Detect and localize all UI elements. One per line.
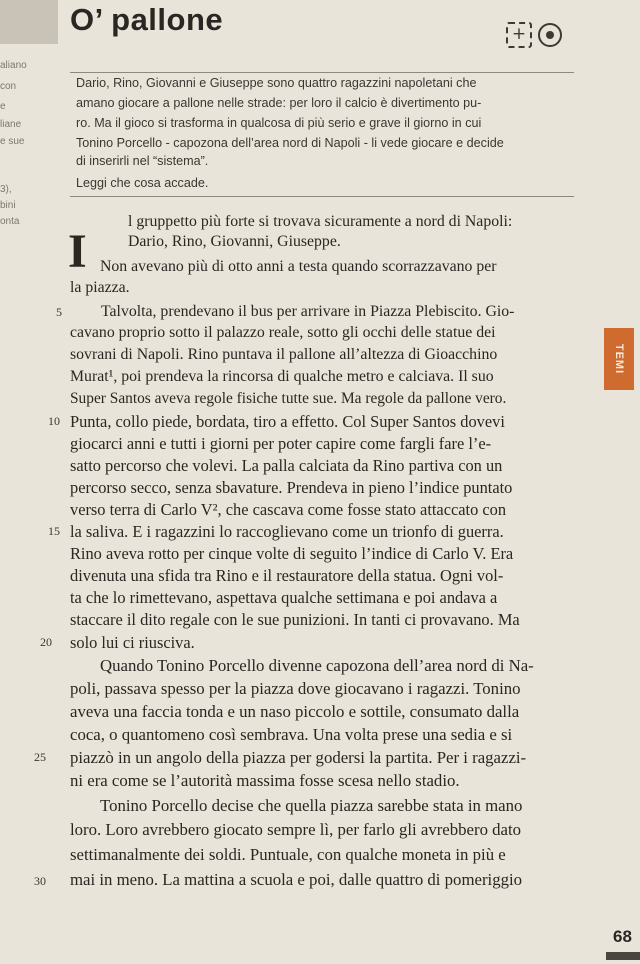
text-line: Non avevano più di otto anni a testa quando scorrazzavano per xyxy=(100,258,497,275)
text-line: satto percorso che volevi. La palla calciata da Rino partiva con un xyxy=(70,456,503,475)
margin-fragment: 3), xyxy=(0,184,12,195)
page-title: O’ pallone xyxy=(70,2,224,37)
text-line: Quando Tonino Porcello divenne capozona dell’area nord di Na- xyxy=(100,656,534,675)
intro-line: ro. Ma il gioco si trasforma in qualcosa di più serio e grave il giorno in cui xyxy=(76,116,482,130)
text-line: coca, o quantomeno così sembrava. Una volta prese una sedia e si xyxy=(70,725,513,744)
margin-fragment: e xyxy=(0,101,6,112)
audio-icon xyxy=(538,23,562,47)
margin-fragment: onta xyxy=(0,216,20,227)
text-line: aveva una faccia tonda e un naso piccolo e sottile, consumato dalla xyxy=(70,702,520,721)
intro-line: di inserirli nel “sistema”. xyxy=(76,154,209,168)
intro-line: amano giocare a pallone nelle strade: per loro il calcio è divertimento pu- xyxy=(76,96,482,110)
line-number: 30 xyxy=(34,874,46,888)
section-tab xyxy=(604,328,634,390)
page-number: 68 xyxy=(613,927,632,946)
page-footer-bar xyxy=(606,952,640,960)
intro-top-rule xyxy=(70,72,574,73)
text-line: la saliva. E i ragazzini lo raccoglievano come un trionfo di guerra. xyxy=(70,522,504,541)
margin-fragment: aliano xyxy=(0,60,27,71)
text-line: staccare il dito regale con le sue punizioni. In tanti ci provavano. Ma xyxy=(70,610,520,629)
text-line: verso terra di Carlo V², che cascava come fosse stato attaccato con xyxy=(70,500,507,519)
text-line: Dario, Rino, Giovanni, Giuseppe. xyxy=(128,233,341,250)
text-line: piazzò in un angolo della piazza per godersi la partita. Per i ragazzi- xyxy=(70,748,527,767)
text-line: Tonino Porcello decise che quella piazza sarebbe stata in mano xyxy=(100,796,523,815)
text-line: Talvolta, prendevano il bus per arrivare in Piazza Plebiscito. Gio- xyxy=(101,303,515,320)
text-line: settimanalmente dei soldi. Puntuale, con qualche moneta in più e xyxy=(70,845,506,864)
text-line: divenuta una sfida tra Rino e il restauratore della statua. Ogni vol- xyxy=(70,566,504,585)
margin-fragment: liane xyxy=(0,119,22,130)
drop-cap: I xyxy=(68,225,87,278)
intro-line: Tonino Porcello - capozona dell’area nord di Napoli - li vede giocare e decide xyxy=(76,136,504,150)
text-line: ni era come se l’autorità massima fosse scesa nello stadio. xyxy=(70,771,460,790)
text-line: mai in meno. La mattina a scuola e poi, dalle quattro di pomeriggio xyxy=(70,870,523,889)
text-line: giocarci anni e tutti i giorni per poter capire come fargli fare l’e- xyxy=(70,434,492,453)
line-number: 15 xyxy=(48,524,60,538)
line-number: 25 xyxy=(34,750,46,764)
intro-line: Dario, Rino, Giovanni e Giuseppe sono quattro ragazzini napoletani che xyxy=(76,76,477,90)
line-number: 5 xyxy=(56,305,62,319)
text-line: sovrani di Napoli. Rino puntava il pallone all’altezza di Gioacchino xyxy=(70,346,498,363)
text-line: Murat¹, poi prendeva la rincorsa di qualche metro e calciava. Il suo xyxy=(70,368,494,385)
text-line: Rino aveva rotto per cinque volte di seguito l’indice di Carlo V. Era xyxy=(70,544,514,563)
margin-fragment: con xyxy=(0,81,17,92)
text-line: percorso secco, senza sbavature. Prendeva in pieno l’indice puntato xyxy=(70,478,513,497)
text-line: Punta, collo piede, bordata, tiro a effetto. Col Super Santos dovevi xyxy=(70,412,505,431)
margin-fragment: bini xyxy=(0,200,16,211)
text-line: poli, passava spesso per la piazza dove giocavano i ragazzi. Tonino xyxy=(70,679,521,698)
margin-fragment: e sue xyxy=(0,136,25,147)
section-tab-label: TEMI xyxy=(613,343,625,375)
text-line: ta che lo rimettevano, aspettava qualche settimana e poi andava a xyxy=(70,588,498,607)
text-line: l gruppetto più forte si trovava sicuramente a nord di Napoli: xyxy=(128,213,513,230)
intro-bottom-rule xyxy=(70,196,574,197)
margin-shade xyxy=(0,0,58,44)
icon-group xyxy=(506,22,562,48)
intro-line: Leggi che cosa accade. xyxy=(76,176,209,190)
line-number: 10 xyxy=(48,414,60,428)
line-number: 20 xyxy=(40,635,52,649)
text-line: solo lui ci riusciva. xyxy=(70,633,195,652)
add-content-icon: + xyxy=(506,22,532,48)
text-line: loro. Loro avrebbero giocato sempre lì, per farlo gli avrebbero dato xyxy=(70,820,522,839)
text-line: la piazza. xyxy=(70,279,130,296)
text-line: cavano proprio sotto il palazzo reale, sotto gli occhi delle statue dei xyxy=(70,324,496,341)
text-line: Super Santos aveva regole fisiche tutte sue. Ma regole da pallone vero. xyxy=(70,390,507,407)
